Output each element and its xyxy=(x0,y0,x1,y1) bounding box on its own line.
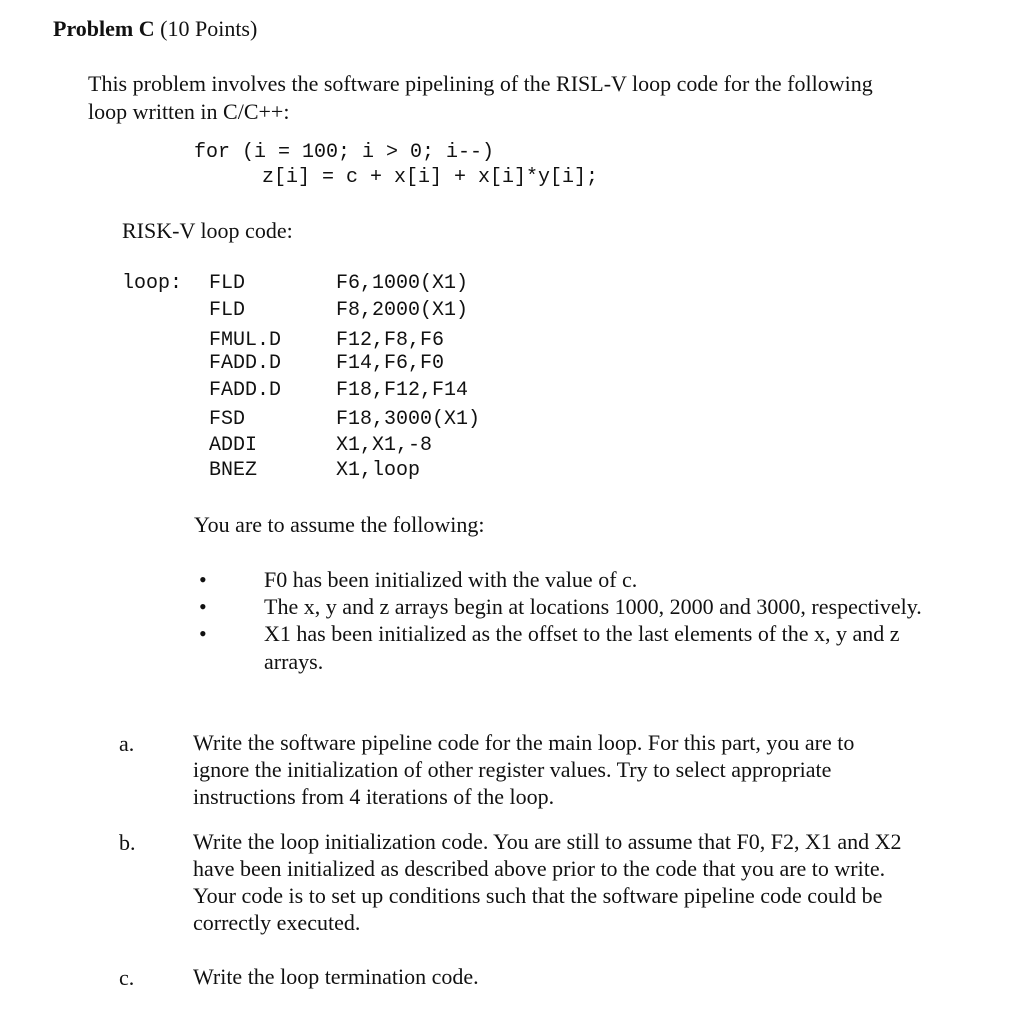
c-code-for-line: for (i = 100; i > 0; i--) xyxy=(194,141,495,164)
question-a-line-2: ignore the initialization of other register values. Try to select appropriate xyxy=(193,757,832,782)
question-b-letter: b. xyxy=(119,830,136,855)
asm-args-7: X1,X1,-8 xyxy=(336,434,433,457)
asm-args-1: F6,1000(X1) xyxy=(336,272,469,295)
question-a-line-1: Write the software pipeline code for the main loop. For this part, you are to xyxy=(193,730,855,755)
asm-op-5: FADD.D xyxy=(209,379,282,402)
asm-args-3: F12,F8,F6 xyxy=(336,329,445,352)
c-code-body-text: z[i] = c + x[i] + x[i]*y[i]; xyxy=(262,166,599,189)
problem-title-bold: Problem C xyxy=(53,16,155,41)
asm-op-2: FLD xyxy=(209,299,246,322)
question-b-line-3: Your code is to set up conditions such that the software pipeline code could be xyxy=(193,883,883,908)
asm-op-1: FLD xyxy=(209,272,246,295)
asm-args-5: F18,F12,F14 xyxy=(336,379,469,402)
asm-op-4: FADD.D xyxy=(209,352,282,375)
c-code-body-line xyxy=(262,165,598,190)
asm-args-6: F18,3000(X1) xyxy=(336,408,481,431)
asm-op-7: ADDI xyxy=(209,434,258,457)
assumption-3-line-2: arrays. xyxy=(264,649,324,674)
question-a-line-3: instructions from 4 iterations of the loop. xyxy=(193,784,555,809)
assumption-3-line-1: X1 has been initialized as the offset to the last elements of the x, y and z xyxy=(264,621,900,646)
bullet-3: • xyxy=(199,621,207,646)
question-b-text xyxy=(193,828,902,936)
question-b-line-1: Write the loop initialization code. You are still to assume that F0, F2, X1 and X2 xyxy=(193,829,902,854)
bullet-1: • xyxy=(199,567,207,592)
question-c-text xyxy=(193,963,479,990)
question-c-letter: c. xyxy=(119,965,135,990)
question-a-text xyxy=(193,729,854,810)
intro-line-1: This problem involves the software pipelining of the RISL-V loop code for the following xyxy=(88,71,873,96)
assumptions-heading: You are to assume the following: xyxy=(194,512,485,537)
risk-v-heading: RISK-V loop code: xyxy=(122,218,293,243)
intro-line-2: loop written in C/C++: xyxy=(88,99,290,124)
question-b-line-4: correctly executed. xyxy=(193,910,361,935)
assumption-2-line-1: The x, y and z arrays begin at locations 1000, 2000 and 3000, respectively. xyxy=(264,594,922,619)
question-b-line-2: have been initialized as described above prior to the code that you are to write. xyxy=(193,856,886,881)
question-c-line-1: Write the loop termination code. xyxy=(193,964,479,989)
assumption-1-line-1: F0 has been initialized with the value of c. xyxy=(264,567,638,592)
asm-op-8: BNEZ xyxy=(209,459,258,482)
asm-args-2: F8,2000(X1) xyxy=(336,299,469,322)
problem-title xyxy=(53,16,257,42)
intro-paragraph xyxy=(88,70,873,126)
question-a-letter: a. xyxy=(119,731,135,756)
asm-args-8: X1,loop xyxy=(336,459,421,482)
problem-title-points: (10 Points) xyxy=(154,16,258,41)
asm-op-6: FSD xyxy=(209,408,246,431)
asm-loop-label: loop: xyxy=(122,272,183,295)
bullet-2: • xyxy=(199,594,207,619)
asm-args-4: F14,F6,F0 xyxy=(336,352,445,375)
asm-op-3: FMUL.D xyxy=(209,329,282,352)
